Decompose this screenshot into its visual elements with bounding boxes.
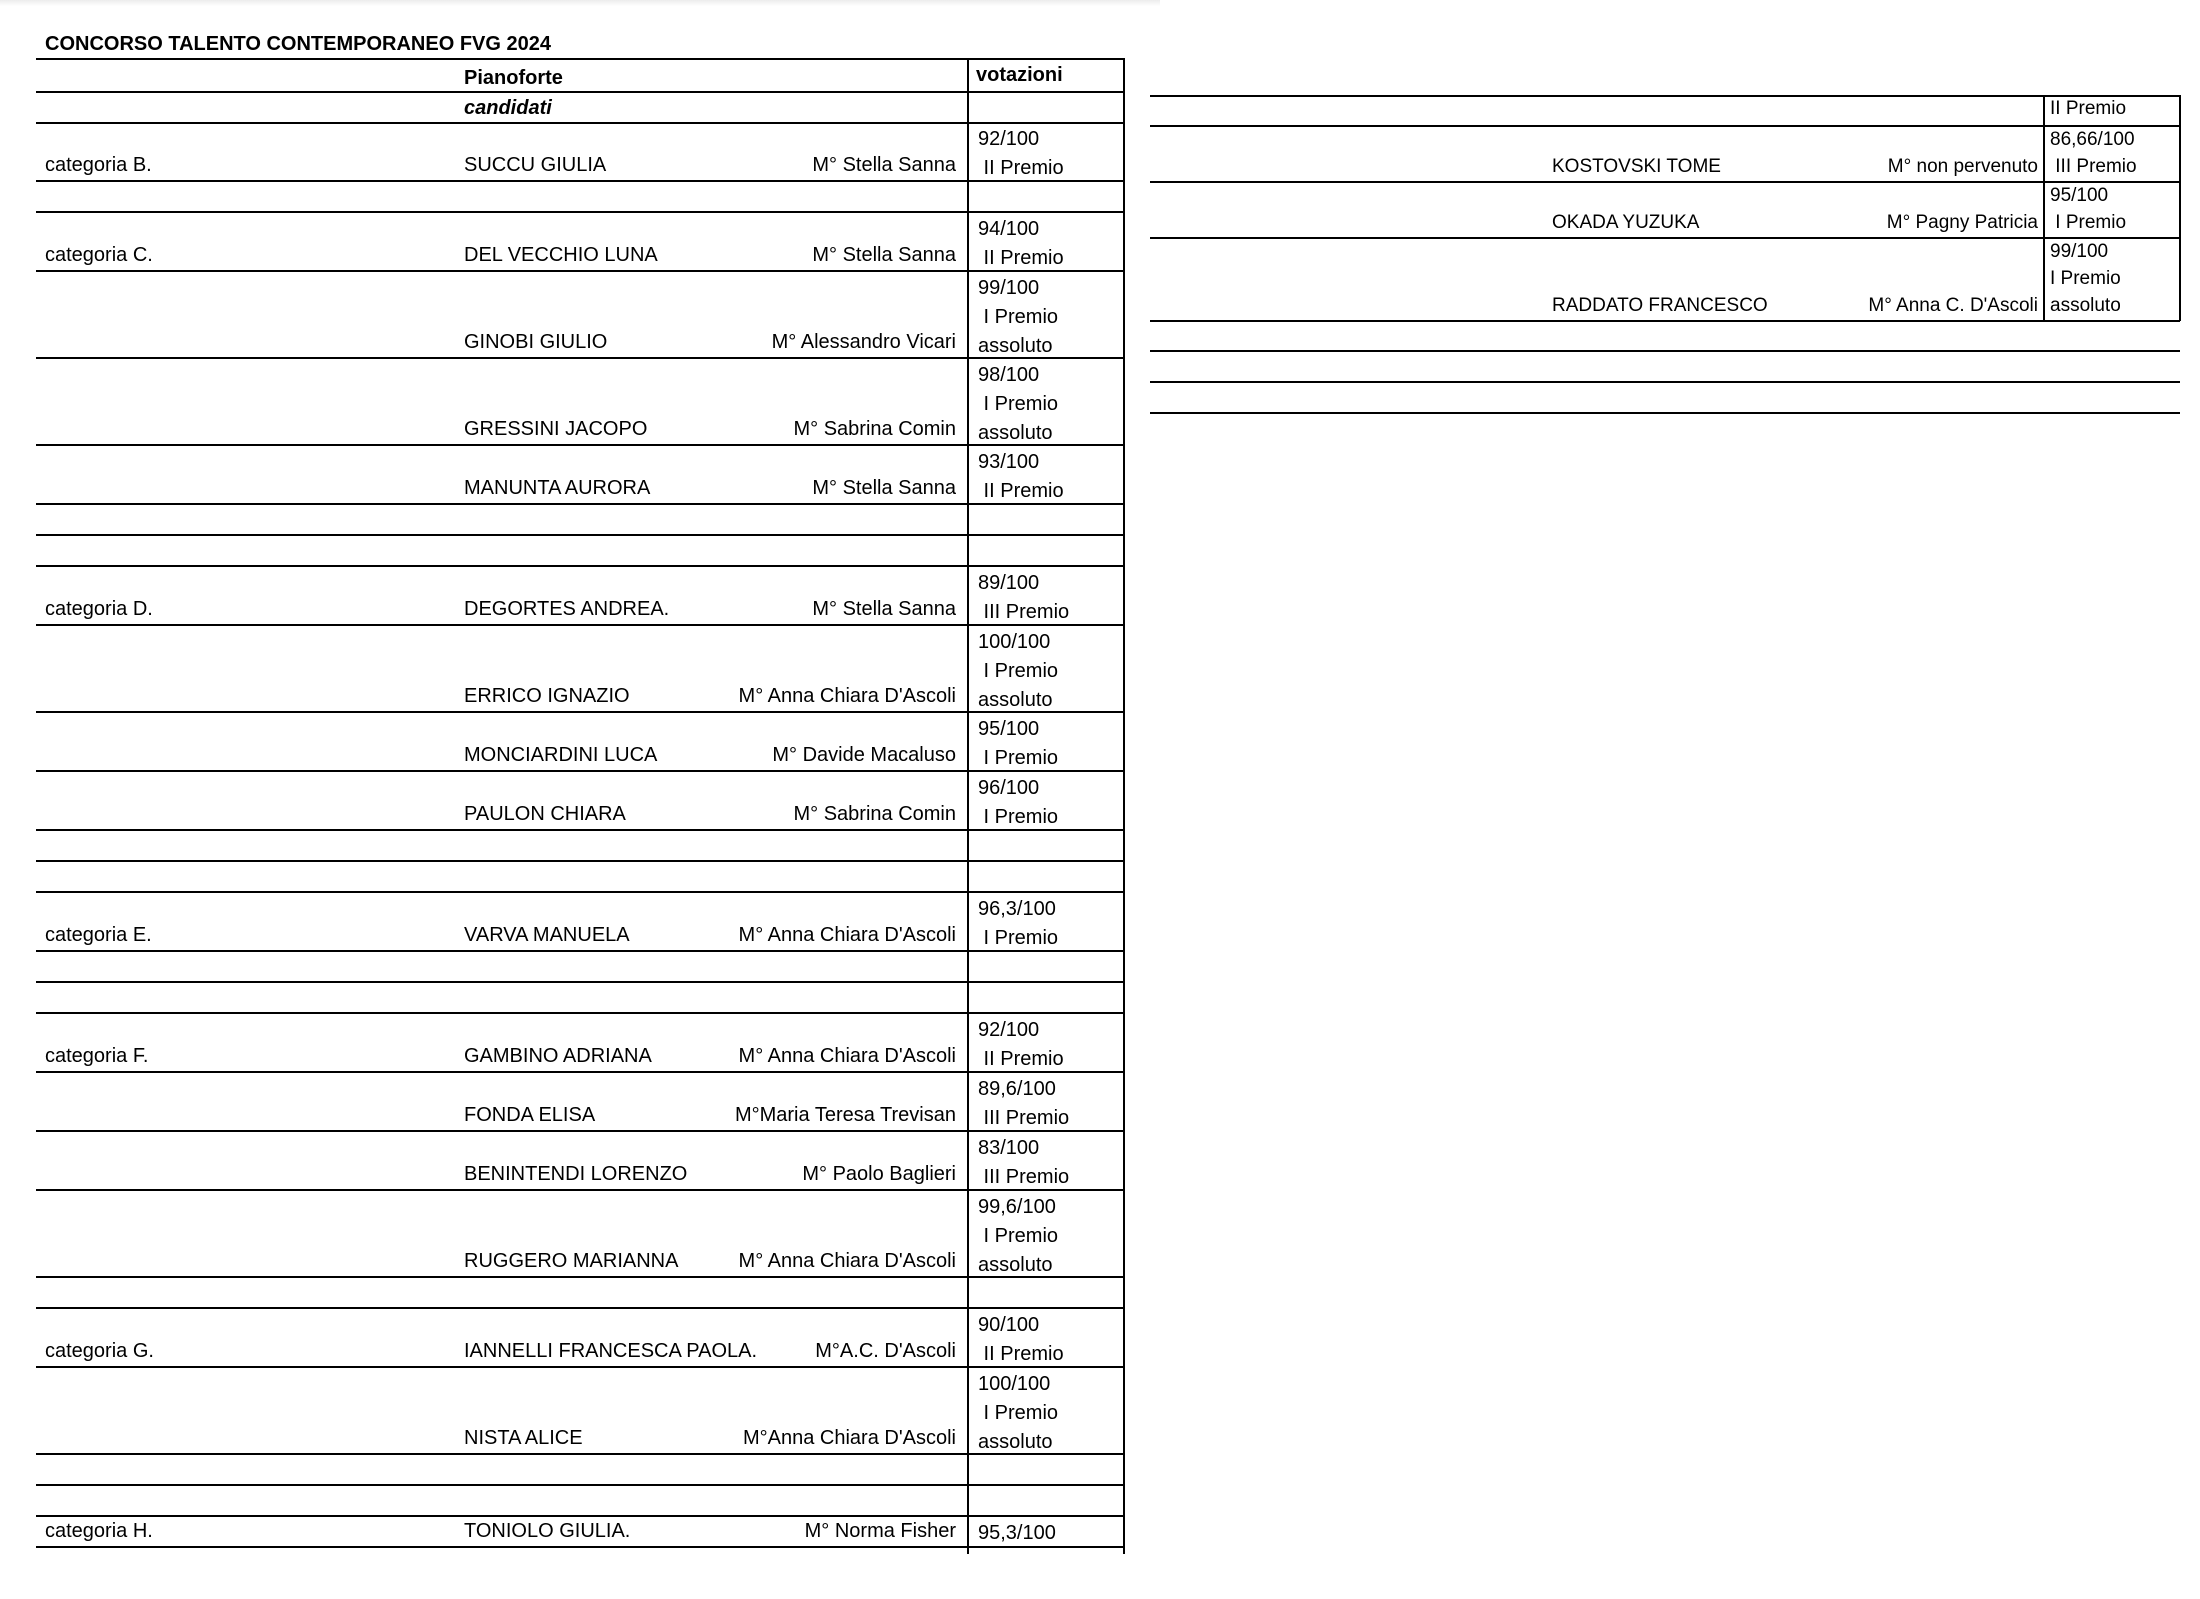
right-empty-line-2	[1150, 381, 2180, 383]
teacher-name: M° Alessandro Vicari	[771, 331, 956, 353]
right-empty-line-1	[1150, 350, 2180, 352]
vote-line: I Premio	[2050, 212, 2127, 233]
teacher-name: M° Pagny Patricia	[1886, 212, 2038, 233]
results-table-right	[1150, 95, 2180, 415]
teacher-name: M° Anna C. D'Ascoli	[1868, 295, 2038, 316]
row-divider	[1150, 320, 2180, 322]
candidate-name: FONDA ELISA	[464, 1104, 596, 1126]
candidate-name: NISTA ALICE	[464, 1427, 583, 1449]
vote-line: 100/100	[978, 1373, 1051, 1395]
category-label: categoria B.	[45, 154, 152, 176]
table-row	[36, 1367, 1124, 1454]
vote-line: 89,6/100	[978, 1078, 1056, 1100]
vote-line: 95,3/100	[978, 1522, 1056, 1544]
vote-line: I Premio	[978, 1225, 1059, 1247]
vote-line: I Premio	[978, 806, 1059, 828]
section-label: Pianoforte	[464, 67, 563, 89]
vote-line: 99,6/100	[978, 1196, 1056, 1218]
vote-line: I Premio	[2050, 268, 2121, 289]
table-row	[36, 271, 1124, 358]
candidate-name: IANNELLI FRANCESCA PAOLA.	[464, 1340, 758, 1362]
vote-line: assoluto	[978, 1431, 1053, 1453]
candidate-name: PAULON CHIARA	[464, 803, 626, 825]
header-top-border	[36, 58, 1124, 60]
table-row	[1150, 95, 2180, 126]
category-label: categoria G.	[45, 1340, 154, 1362]
table-row	[1150, 238, 2180, 321]
table-row	[36, 1454, 1124, 1485]
candidate-name: RADDATO FRANCESCO	[1552, 295, 1768, 316]
teacher-name: M°Anna Chiara D'Ascoli	[742, 1427, 956, 1449]
vote-line: 99/100	[2050, 241, 2109, 262]
candidate-name: KOSTOVSKI TOME	[1552, 156, 1721, 177]
vote-line: 92/100	[978, 128, 1040, 150]
table-row	[36, 1308, 1124, 1367]
votes-header: votazioni	[976, 64, 1063, 86]
category-label: categoria F.	[45, 1045, 149, 1067]
candidate-name: DEGORTES ANDREA.	[464, 598, 670, 620]
table-row	[36, 1131, 1124, 1190]
table-row	[36, 1190, 1124, 1277]
candidate-name: TONIOLO GIULIA.	[464, 1520, 631, 1542]
teacher-name: M° Paolo Baglieri	[802, 1163, 956, 1185]
teacher-name: M°A.C. D'Ascoli	[815, 1340, 956, 1362]
vote-line: III Premio	[2050, 156, 2137, 177]
vote-line: 86,66/100	[2050, 129, 2135, 150]
vote-line: 90/100	[978, 1314, 1040, 1336]
candidate-name: DEL VECCHIO LUNA	[464, 244, 658, 266]
vote-line: 95/100	[2050, 185, 2109, 206]
table-row	[36, 122, 1124, 181]
teacher-name: M° non pervenuto	[1887, 156, 2038, 177]
vote-line: 99/100	[978, 277, 1040, 299]
vote-line: assoluto	[2050, 295, 2121, 316]
teacher-name: M° Sabrina Comin	[793, 803, 956, 825]
vote-line: II Premio	[978, 1343, 1064, 1365]
vote-line: 93/100	[978, 451, 1040, 473]
vote-line: II Premio	[978, 247, 1064, 269]
teacher-name: M° Anna Chiara D'Ascoli	[738, 1250, 956, 1272]
vote-line: I Premio	[978, 306, 1059, 328]
document-title: CONCORSO TALENTO CONTEMPORANEO FVG 2024	[45, 33, 551, 55]
category-label: categoria D.	[45, 598, 153, 620]
category-label: categoria E.	[45, 924, 152, 946]
teacher-name: M° Norma Fisher	[804, 1520, 956, 1542]
table-row	[1150, 126, 2180, 182]
teacher-name: M° Anna Chiara D'Ascoli	[738, 685, 956, 707]
vote-line: 100/100	[978, 631, 1051, 653]
vote-line: I Premio	[978, 747, 1059, 769]
vote-line: 89/100	[978, 572, 1040, 594]
candidate-name: VARVA MANUELA	[464, 924, 630, 946]
vote-line: III Premio	[978, 1166, 1070, 1188]
teacher-name: M° Stella Sanna	[812, 598, 956, 620]
category-label: categoria H.	[45, 1520, 153, 1542]
vote-line: 98/100	[978, 364, 1040, 386]
vote-line: II Premio	[978, 1048, 1064, 1070]
table-row	[36, 951, 1124, 982]
teacher-name: M° Anna Chiara D'Ascoli	[738, 924, 956, 946]
row-divider	[36, 1546, 1124, 1548]
table-row	[36, 1013, 1124, 1072]
vote-line: assoluto	[978, 335, 1053, 357]
table-row	[36, 181, 1124, 212]
table-row	[36, 861, 1124, 892]
teacher-name: M° Stella Sanna	[812, 477, 956, 499]
header-divider	[36, 91, 1124, 93]
table-row	[36, 566, 1124, 625]
results-table-left	[36, 58, 1124, 1568]
table-row	[36, 892, 1124, 951]
table-row	[36, 504, 1124, 535]
vote-line: 92/100	[978, 1019, 1040, 1041]
right-empty-line-3	[1150, 412, 2180, 414]
candidate-name: MONCIARDINI LUCA	[464, 744, 658, 766]
table-row	[36, 830, 1124, 861]
vote-line: I Premio	[978, 660, 1059, 682]
table-row	[36, 535, 1124, 566]
table-row	[36, 1485, 1124, 1516]
candidates-subheader: candidati	[464, 97, 552, 119]
table-row	[36, 1516, 1124, 1547]
candidate-name: MANUNTA AURORA	[464, 477, 651, 499]
vote-line: 94/100	[978, 218, 1040, 240]
vote-line: II Premio	[978, 157, 1064, 179]
candidate-name: GINOBI GIULIO	[464, 331, 608, 353]
vote-line: 96/100	[978, 777, 1040, 799]
teacher-name: M° Stella Sanna	[812, 154, 956, 176]
table-row	[36, 212, 1124, 271]
table-row	[36, 712, 1124, 771]
candidate-name: BENINTENDI LORENZO	[464, 1163, 688, 1185]
candidate-name: GRESSINI JACOPO	[464, 418, 648, 440]
teacher-name: M°Maria Teresa Trevisan	[734, 1104, 956, 1126]
teacher-name: M° Sabrina Comin	[793, 418, 956, 440]
candidate-name: OKADA YUZUKA	[1552, 212, 1700, 233]
table-row	[1150, 182, 2180, 238]
candidate-name: GAMBINO ADRIANA	[464, 1045, 652, 1067]
table-row	[36, 625, 1124, 712]
vote-line: 83/100	[978, 1137, 1040, 1159]
teacher-name: M° Davide Macaluso	[772, 744, 956, 766]
vote-line: III Premio	[978, 601, 1070, 623]
table-row	[36, 445, 1124, 504]
candidate-name: RUGGERO MARIANNA	[464, 1250, 679, 1272]
candidate-name: ERRICO IGNAZIO	[464, 685, 630, 707]
vote-line: assoluto	[978, 689, 1053, 711]
table-row	[36, 1072, 1124, 1131]
candidate-name: SUCCU GIULIA	[464, 154, 607, 176]
page-top-shade	[0, 0, 1160, 6]
vote-line: III Premio	[978, 1107, 1070, 1129]
vote-line: 96,3/100	[978, 898, 1056, 920]
vote-line: I Premio	[978, 393, 1059, 415]
vote-line: I Premio	[978, 1402, 1059, 1424]
table-row	[36, 1277, 1124, 1308]
teacher-name: M° Anna Chiara D'Ascoli	[738, 1045, 956, 1067]
vote-line: assoluto	[978, 1254, 1053, 1276]
category-label: categoria C.	[45, 244, 153, 266]
vote-line: II Premio	[2050, 98, 2127, 119]
vote-line: assoluto	[978, 422, 1053, 444]
teacher-name: M° Stella Sanna	[812, 244, 956, 266]
vote-line: II Premio	[978, 480, 1064, 502]
table-row	[36, 771, 1124, 830]
vote-line: 95/100	[978, 718, 1040, 740]
vote-line: I Premio	[978, 927, 1059, 949]
table-row	[36, 358, 1124, 445]
table-row	[36, 982, 1124, 1013]
